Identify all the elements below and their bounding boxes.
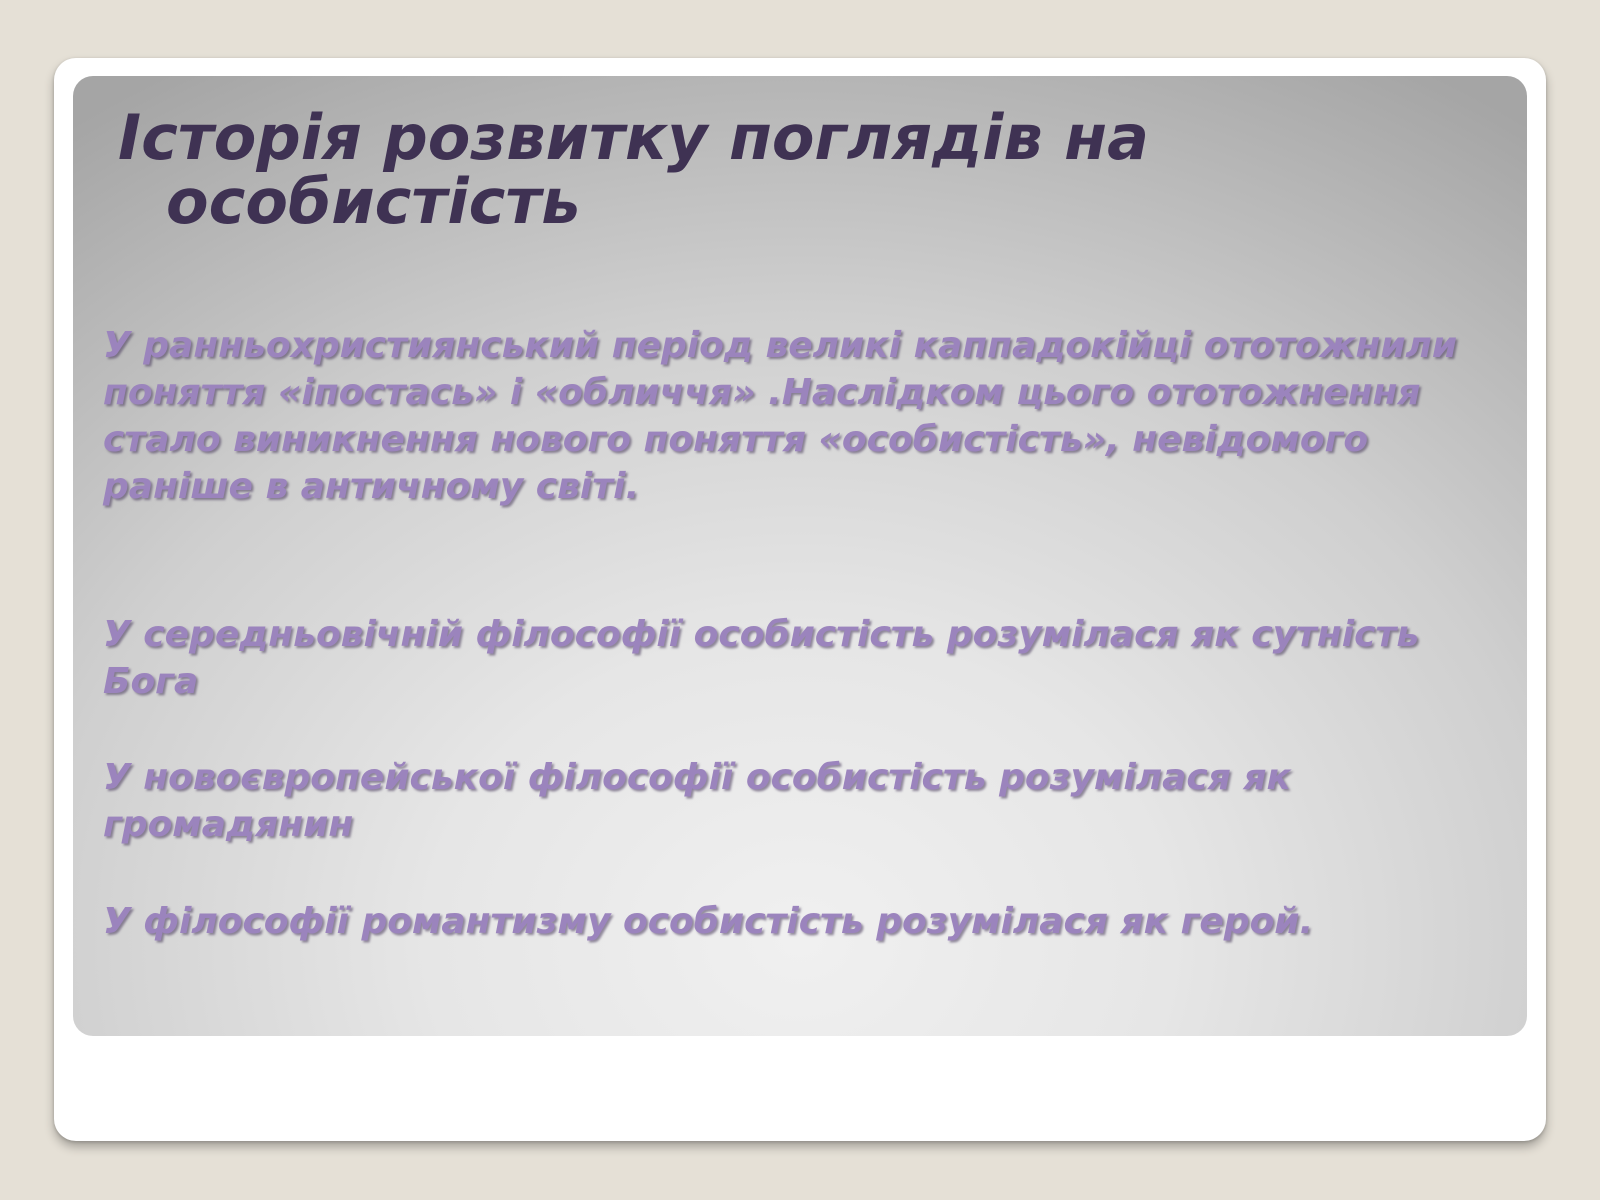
paragraph-medieval: У середньовічній філософії особистість розумілася як сутність Бога (103, 614, 1420, 702)
paragraph-romanticism: У філософії романтизму особистість розумілася як герой. (103, 901, 1314, 942)
slide-title (118, 101, 1418, 238)
slide-title-line-2: особистість (166, 165, 581, 238)
paragraph-modern-european: У новоєвропейської філософії особистість розумілася як громадянин (103, 757, 1291, 845)
paragraph-early-christian: У ранньохристиянський період великі каппадокійці ототожнили поняття «іпостась» і «обличчя» .Наслідком цього ототожнення стало виникнення нового поняття «особистість», невідомого раніше в античному світі. (103, 325, 1458, 507)
content-panel (73, 76, 1527, 1036)
slide-title-line-1: Історія розвитку поглядів на (118, 101, 1149, 174)
